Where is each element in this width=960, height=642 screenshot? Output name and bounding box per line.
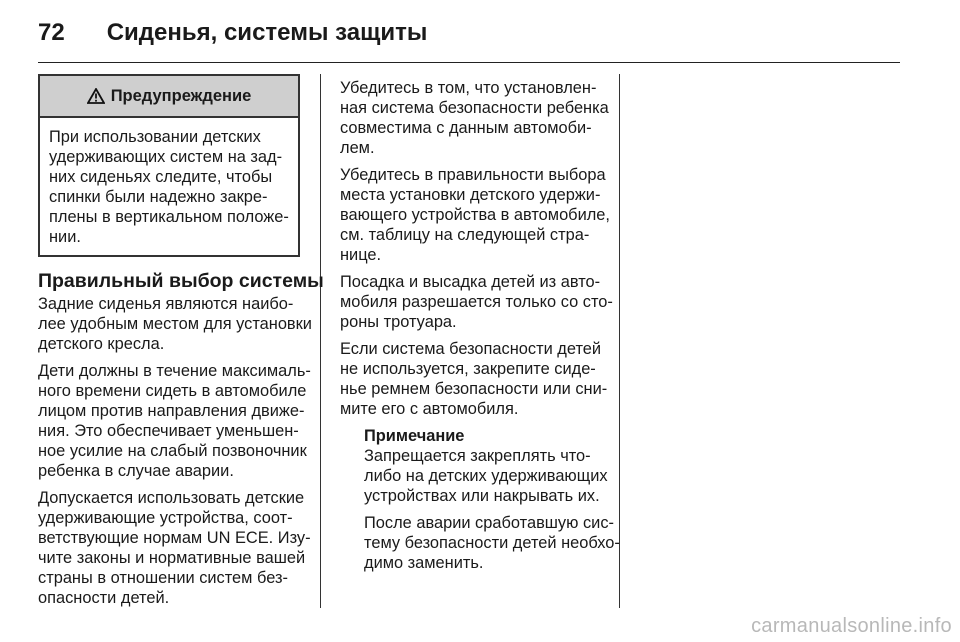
text-line: ного времени сидеть в автомобиле (38, 382, 307, 400)
page-title: Сиденья, системы защиты (106, 19, 428, 46)
text-line: удерживающие устройства, соот- (38, 509, 293, 527)
text-line: Запрещается закреплять что- (364, 447, 591, 465)
text-line: чите законы и нормативные вашей (38, 549, 306, 567)
text-line: мобиля разрешается только со сто- (340, 293, 613, 311)
paragraph (38, 361, 310, 481)
text-line: ветствующие нормам UN ECE. Изу- (38, 529, 311, 547)
warning-title: Предупреждение (110, 87, 252, 105)
text-line: ния. Это обеспечивает уменьшен- (38, 422, 299, 440)
text-line: мите его с автомобиля. (340, 400, 519, 418)
text-line: устройствах или накрывать их. (364, 487, 600, 505)
text-line: лицом против направления движе- (38, 402, 305, 420)
text-line: Дети должны в течение максималь- (38, 362, 311, 380)
text-line: не используется, закрепите сиде- (340, 360, 596, 378)
text-line: лем. (340, 139, 375, 157)
warning-box (38, 74, 300, 257)
warning-line: плены в вертикальном положе- (49, 208, 289, 226)
paragraph (340, 339, 615, 419)
text-line: роны тротуара. (340, 313, 457, 331)
note-paragraph (364, 446, 615, 506)
text-line: Допускается использовать детские (38, 489, 305, 507)
paragraph (38, 488, 310, 608)
paragraph (340, 165, 615, 265)
column-divider-2 (619, 74, 620, 608)
text-line: Посадка и высадка детей из авто- (340, 273, 601, 291)
warning-triangle-icon (87, 88, 105, 104)
text-line: нице. (340, 246, 382, 264)
paragraph (38, 294, 310, 354)
text-line: нье ремнем безопасности или сни- (340, 380, 608, 398)
warning-header (40, 76, 298, 118)
note-title: Примечание (364, 427, 465, 445)
text-line: ная система безопасности ребенка (340, 99, 609, 117)
warning-text (40, 118, 298, 255)
warning-line: При использовании детских (49, 128, 261, 146)
text-line: тему безопасности детей необхо- (364, 534, 620, 552)
text-line: Задние сиденья являются наибо- (38, 295, 294, 313)
page-header (38, 14, 900, 52)
right-column (340, 78, 620, 580)
text-line: либо на детских удерживающих (364, 467, 608, 485)
warning-line: спинки были надежно закре- (49, 188, 268, 206)
text-line: ребенка в случае аварии. (38, 462, 234, 480)
left-column (38, 74, 324, 615)
text-line: места установки детского удержи- (340, 186, 601, 204)
text-line: димо заменить. (364, 554, 484, 572)
section-title: Правильный выбор системы (38, 270, 324, 292)
paragraph (340, 272, 615, 332)
warning-line: нии. (49, 228, 81, 246)
text-line: лее удобным местом для установки (38, 315, 312, 333)
warning-line: них сиденьях следите, чтобы (49, 168, 273, 186)
text-line: Если система безопасности детей (340, 340, 602, 358)
text-line: см. таблицу на следующей стра- (340, 226, 590, 244)
warning-line: удерживающих систем на зад- (49, 148, 283, 166)
page-number: 72 (38, 19, 65, 46)
text-line: детского кресла. (38, 335, 165, 353)
paragraph (340, 78, 615, 158)
text-line: Убедитесь в том, что установлен- (340, 79, 597, 97)
text-line: После аварии сработавшую сис- (364, 514, 614, 532)
text-line: совместима с данным автомоби- (340, 119, 592, 137)
text-line: страны в отношении систем без- (38, 569, 288, 587)
header-divider (38, 62, 900, 63)
text-line: вающего устройства в автомобиле, (340, 206, 610, 224)
text-line: Убедитесь в правильности выбора (340, 166, 606, 184)
column-divider-1 (320, 74, 321, 608)
watermark: carmanualsonline.info (751, 615, 952, 637)
text-line: ное усилие на слабый позвоночник (38, 442, 307, 460)
note-block (364, 426, 620, 573)
note-paragraph (364, 513, 620, 573)
text-line: опасности детей. (38, 589, 170, 607)
